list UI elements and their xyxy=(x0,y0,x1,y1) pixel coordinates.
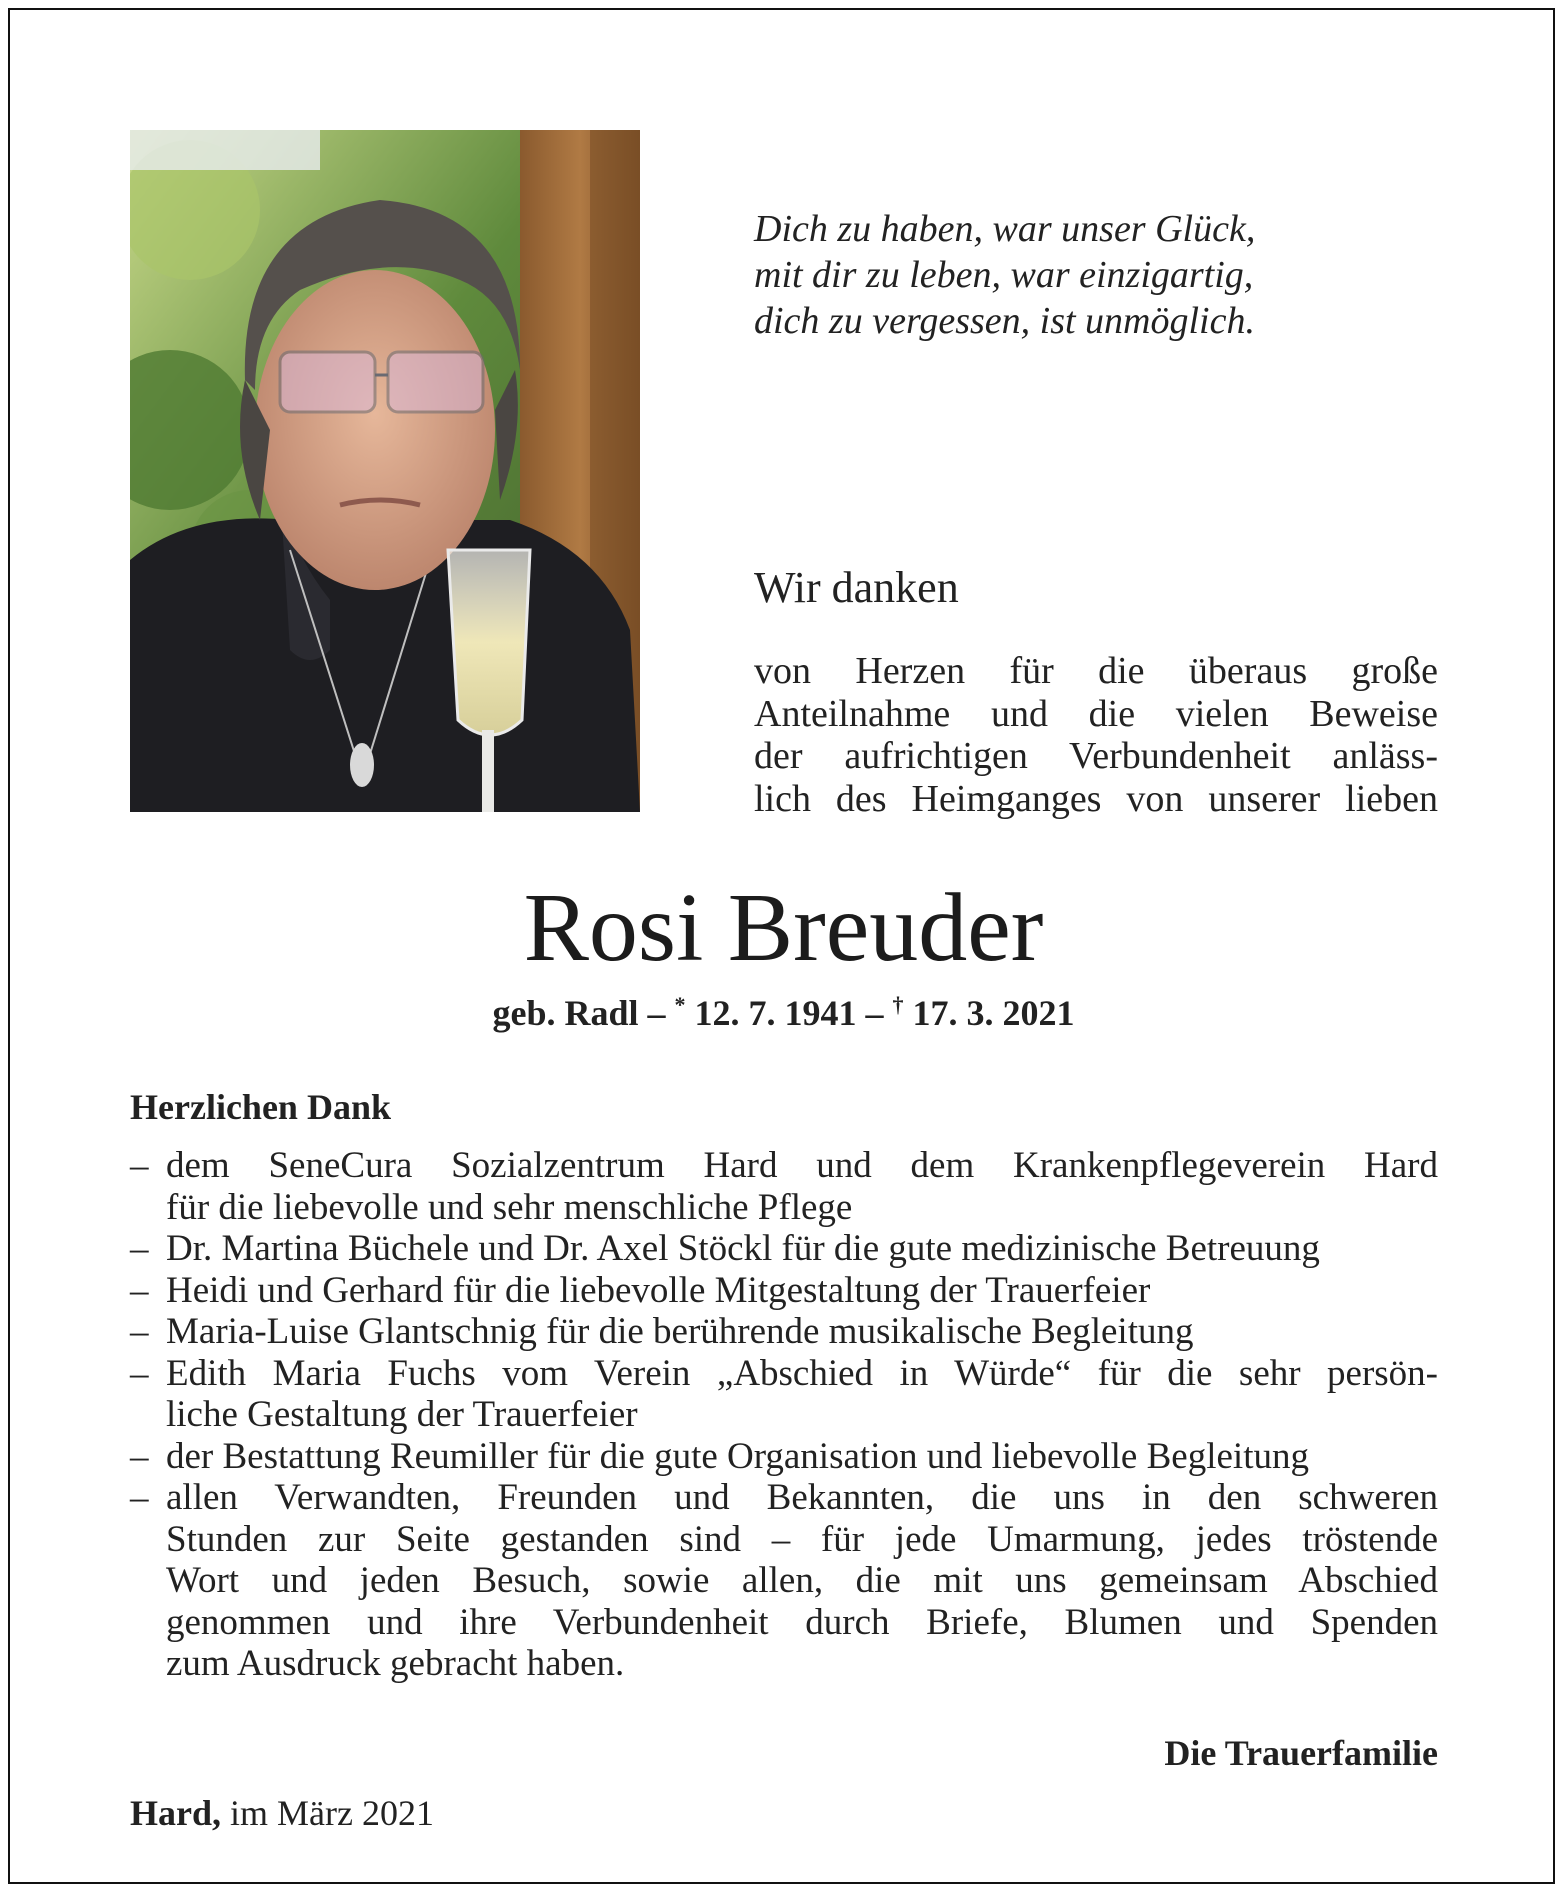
list-item xyxy=(130,1353,1438,1436)
list-item xyxy=(130,1311,1438,1353)
list-item-line: für die liebevolle und sehr menschliche Pflege xyxy=(166,1186,853,1228)
dash-bullet: – xyxy=(130,1269,149,1311)
thanks-line: von Herzen für die überaus große xyxy=(754,650,1438,692)
list-item-line: Wort und jeden Besuch, sowie allen, die mit uns gemeinsam Abschied xyxy=(166,1560,1438,1601)
dash-bullet: – xyxy=(130,1435,149,1477)
list-item-line: Maria-Luise Glantschnig für die berührende musikalische Begleitung xyxy=(166,1311,1194,1352)
list-item-line: genommen und ihre Verbundenheit durch Briefe, Blumen und Spenden xyxy=(166,1601,1438,1643)
thanks-line: der aufrichtigen Verbundenheit anläss- xyxy=(754,735,1438,777)
list-item-line: Dr. Martina Büchele und Dr. Axel Stöckl für die gute medizinische Betreuung xyxy=(166,1228,1320,1269)
thanks-heading: Wir danken xyxy=(754,563,959,612)
deceased-name: Rosi Breuder xyxy=(523,874,1044,982)
dash-bullet: – xyxy=(130,1311,149,1352)
verse-line: Dich zu haben, war unser Glück, xyxy=(754,208,1256,250)
life-dates xyxy=(0,992,1567,1034)
dash-bullet: – xyxy=(130,1477,149,1518)
place-town: Hard, xyxy=(130,1793,222,1833)
separator: – xyxy=(865,993,884,1033)
dash-bullet: – xyxy=(130,1228,149,1269)
dash-bullet: – xyxy=(130,1145,149,1186)
birth-star-icon: * xyxy=(674,992,686,1017)
thanks-line: Anteilnahme und die vielen Beweise xyxy=(754,692,1438,735)
list-item xyxy=(130,1436,1438,1478)
list-item-line: der Bestattung Reumiller für die gute Organisation und liebevolle Begleitung xyxy=(166,1435,1309,1477)
list-item xyxy=(130,1228,1438,1270)
list-item-line: allen Verwandten, Freunden und Bekannten, die uns in den schweren xyxy=(166,1477,1438,1518)
thanks-paragraph xyxy=(754,650,1438,820)
portrait-illustration xyxy=(130,130,640,812)
death-date: 17. 3. 2021 xyxy=(912,993,1075,1033)
list-item-line: Heidi und Gerhard für die liebevolle Mitgestaltung der Trauerfeier xyxy=(166,1269,1151,1311)
dash-bullet: – xyxy=(130,1352,149,1394)
memorial-verse xyxy=(754,206,1394,344)
place-and-date xyxy=(130,1792,434,1834)
portrait-photo xyxy=(130,130,640,812)
list-item-line: dem SeneCura Sozialzentrum Hard und dem Krankenpflegeverein Hard xyxy=(166,1145,1438,1186)
list-item xyxy=(130,1477,1438,1685)
list-item xyxy=(130,1145,1438,1228)
list-item xyxy=(130,1270,1438,1312)
list-item-line: Edith Maria Fuchs vom Verein „Abschied in Würde“ für die sehr persön- xyxy=(166,1352,1438,1394)
place-date: im März 2021 xyxy=(230,1793,434,1833)
list-item-line: zum Ausdruck gebracht haben. xyxy=(166,1643,625,1684)
death-cross-icon: † xyxy=(892,992,904,1017)
verse-line: mit dir zu leben, war einzigartig, xyxy=(754,254,1254,296)
thanks-line: lich des Heimganges von unserer lieben xyxy=(754,777,1438,820)
signoff: Die Trauerfamilie xyxy=(1164,1733,1438,1773)
verse-line: dich zu vergessen, ist unmöglich. xyxy=(754,300,1255,342)
separator: – xyxy=(647,993,666,1033)
list-item-line: Stunden zur Seite gestanden sind – für jede Umarmung, jedes tröstende xyxy=(166,1518,1438,1560)
list-item-line: liche Gestaltung der Trauerfeier xyxy=(166,1394,638,1435)
acknowledgements-list xyxy=(130,1145,1438,1685)
birth-date: 12. 7. 1941 xyxy=(694,993,857,1033)
born-name: geb. Radl xyxy=(492,993,639,1033)
acknowledgements-heading: Herzlichen Dank xyxy=(130,1087,391,1127)
